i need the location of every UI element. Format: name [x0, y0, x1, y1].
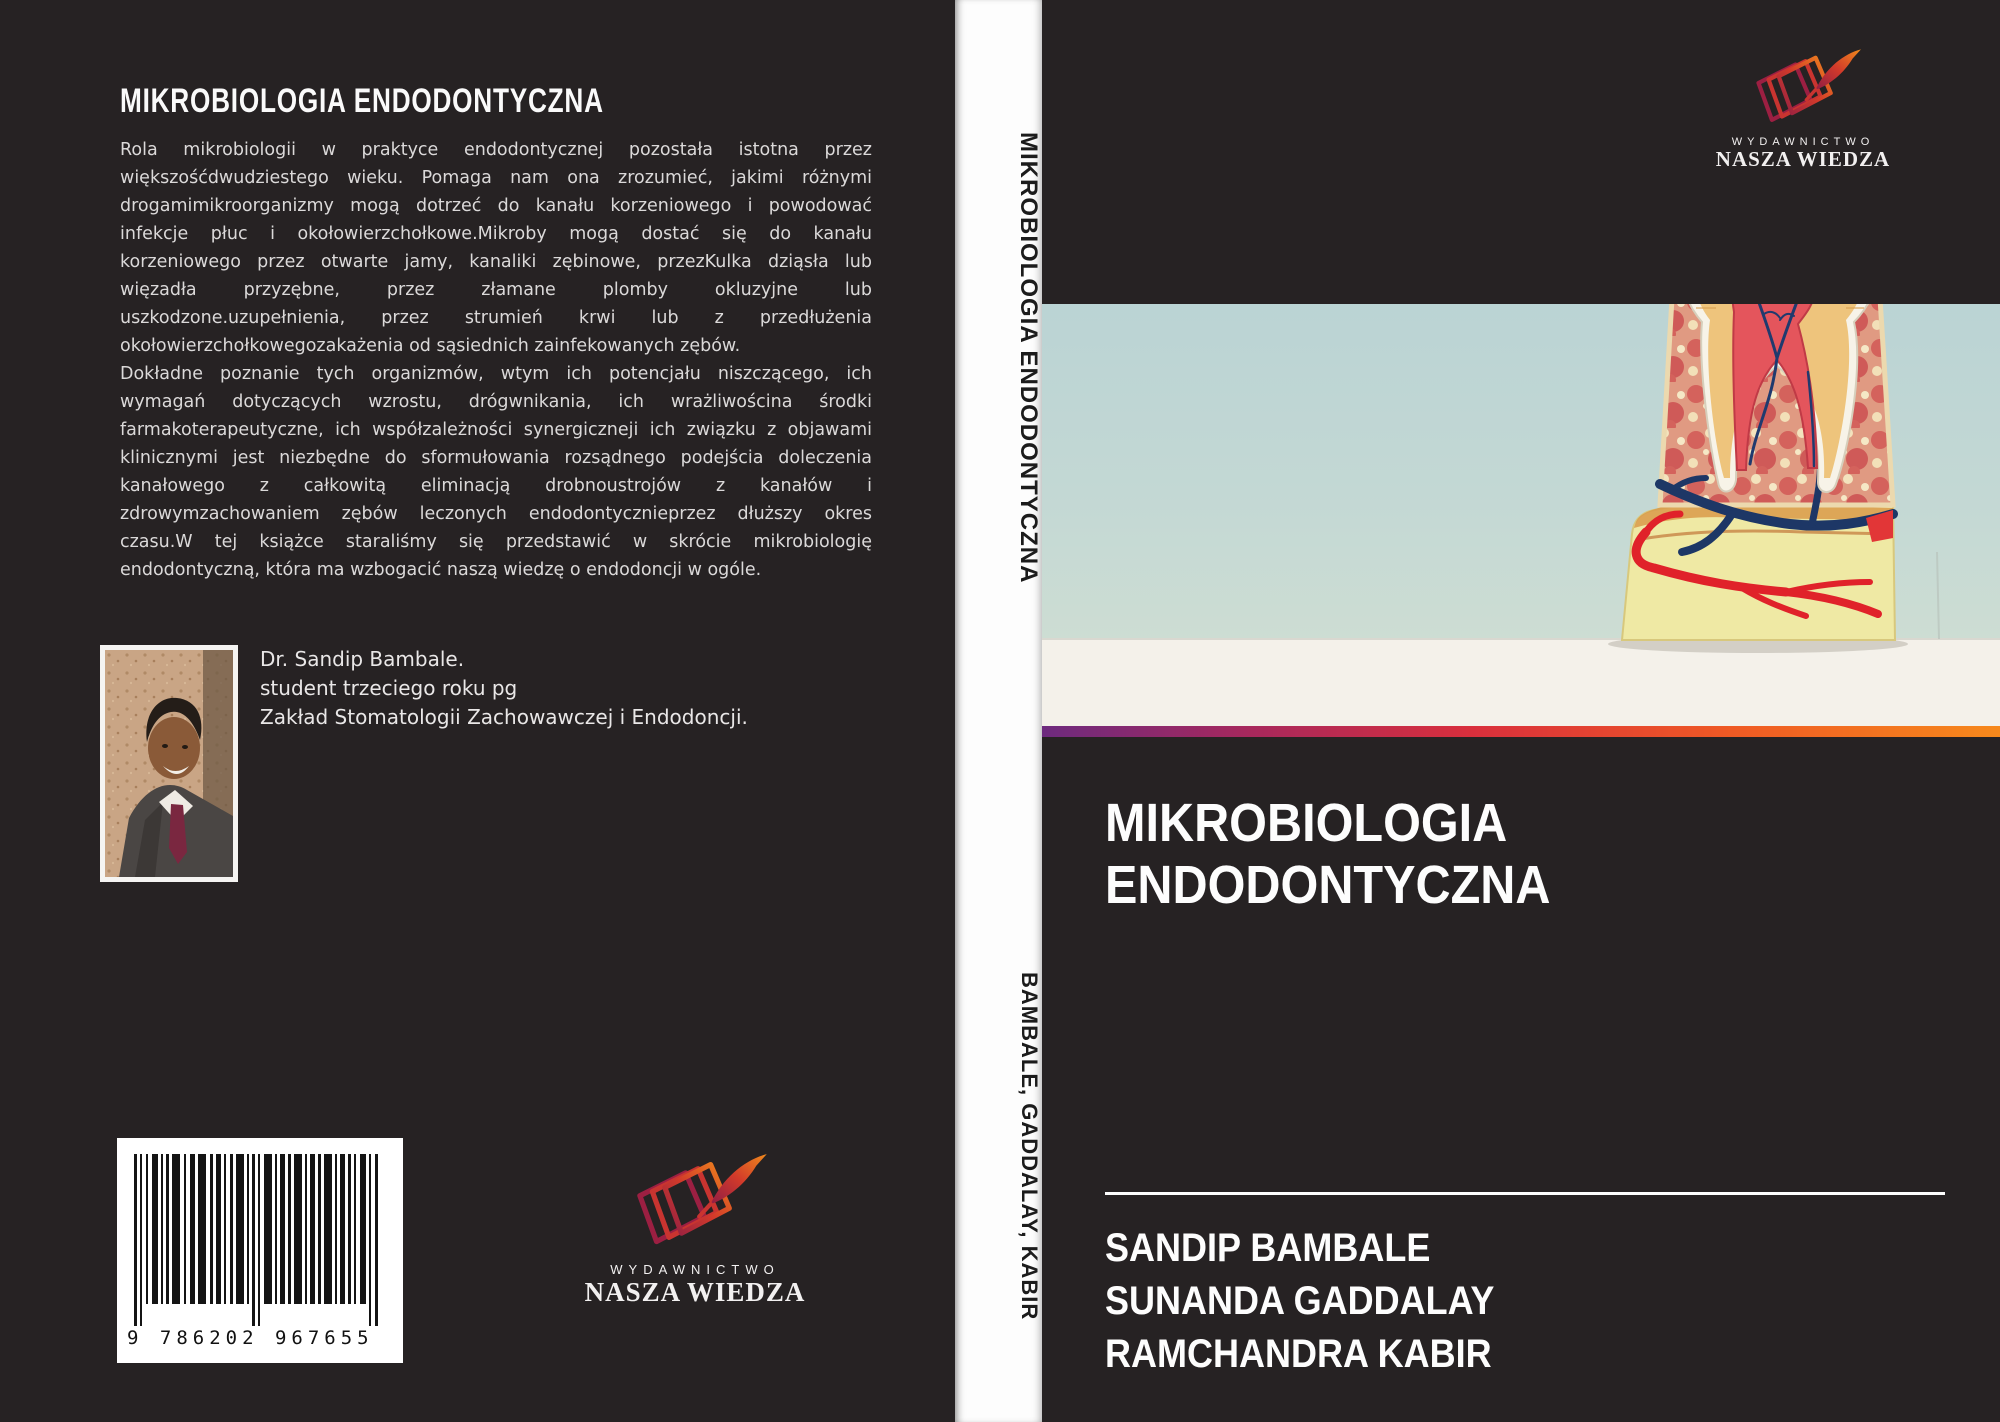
back-cover-title: MIKROBIOLOGIA ENDODONTYCZNA: [120, 82, 604, 120]
description-line: drogamimikroorganizmy mogą dotrzeć do kanału korzeniowego i powodować: [120, 196, 872, 216]
front-title-line1: MIKROBIOLOGIA: [1105, 793, 1508, 853]
tooth-model-photo: [1042, 152, 2000, 726]
publisher-name: NASZA WIEDZA: [1715, 147, 1891, 171]
accent-gradient-bar: [1042, 726, 2000, 737]
barcode-number: 9 786202 967655: [127, 1327, 374, 1349]
bio-line: Zakład Stomatologii Zachowawczej i Endodoncji.: [260, 705, 748, 729]
author-name: SANDIP BAMBALE: [1105, 1226, 1431, 1270]
publisher-name: NASZA WIEDZA: [584, 1277, 806, 1307]
description-line: infekcje płuc i okołowierzchołkowe.Mikroby mogą dostać się do kanału: [120, 224, 872, 244]
back-cover-description: [120, 136, 872, 584]
author-photo: [100, 645, 238, 882]
description-line: Dokładne poznanie tych organizmów, wtym ich potencjału niszczącego, ich: [120, 364, 872, 384]
description-line: farmakoterapeutyczne, ich współzależności synergiczneji ich związku z objawami: [120, 420, 872, 440]
spine-authors: BAMBALE, GADDALAY, KABIR: [1017, 972, 1042, 1321]
authors-divider-rule: [1105, 1192, 1945, 1195]
description-line: korzeniowego przez otwarte jamy, kanaliki zębinowe, przezKulka dziąsła lub: [120, 252, 872, 272]
front-title: [1105, 792, 1551, 916]
description-line: czasu.W tej książce staraliśmy się przedstawić w skrócie mikrobiologię: [120, 532, 872, 552]
description-line: okołowierzchołkowegozakażenia od sąsiednich zainfekowanych zębów.: [120, 336, 741, 356]
publisher-label: WYDAWNICTWO: [610, 1262, 780, 1277]
author-name: SUNANDA GADDALAY: [1105, 1279, 1495, 1323]
author-portrait-illustration: [105, 650, 233, 877]
bio-line: Dr. Sandip Bambale.: [260, 647, 465, 671]
front-title-line2: ENDODONTYCZNA: [1105, 855, 1551, 915]
barcode: [117, 1138, 403, 1363]
front-cover: [1042, 0, 2000, 1422]
spine: [955, 0, 1042, 1422]
table-surface: [1042, 638, 2000, 726]
publisher-logo-icon: [1718, 46, 1888, 130]
description-line: klinicznymi jest niezbędne do sformułowania rozsądnego podejścia doleczenia: [120, 448, 872, 468]
publisher-logo-icon: [590, 1150, 800, 1254]
author-bio: [260, 645, 748, 732]
description-line: Rola mikrobiologii w praktyce endodontycznej pozostała istotna przez: [120, 140, 872, 160]
author-name: RAMCHANDRA KABIR: [1105, 1332, 1492, 1376]
description-line: wymagań dotyczących wzrostu, drógwnikania, ich wrażliwościna środki: [120, 392, 872, 412]
description-line: kanałowego z całkowitą eliminacją drobnoustrojów z kanałów i: [120, 476, 872, 496]
description-line: zdrowymzachowaniem zębów leczonych endodontycznieprzez dłuższy okres: [120, 504, 872, 524]
front-authors: [1105, 1222, 1494, 1381]
publisher-label: WYDAWNICTWO: [1731, 136, 1875, 148]
publisher-block-back: [545, 1150, 845, 1307]
bio-line: student trzeciego roku pg: [260, 676, 518, 700]
description-line: więzadła przyzębne, przez złamane plomby okluzyjne lub: [120, 280, 872, 300]
description-line: endodontyczną, która ma wzbogacić naszą wiedzę o endodoncji w ogóle.: [120, 560, 762, 580]
spine-title: MIKROBIOLOGIA ENDODONTYCZNA: [1015, 132, 1042, 584]
description-line: uszkodzone.uzupełnienia, przez strumień krwi lub z przedłużenia: [120, 308, 872, 328]
description-line: większośćdwudziestego wieku. Pomaga nam ona zrozumieć, jakimi różnymi: [120, 168, 872, 188]
publisher-block-front: [1693, 0, 1913, 205]
barcode-bars: [132, 1154, 388, 1332]
